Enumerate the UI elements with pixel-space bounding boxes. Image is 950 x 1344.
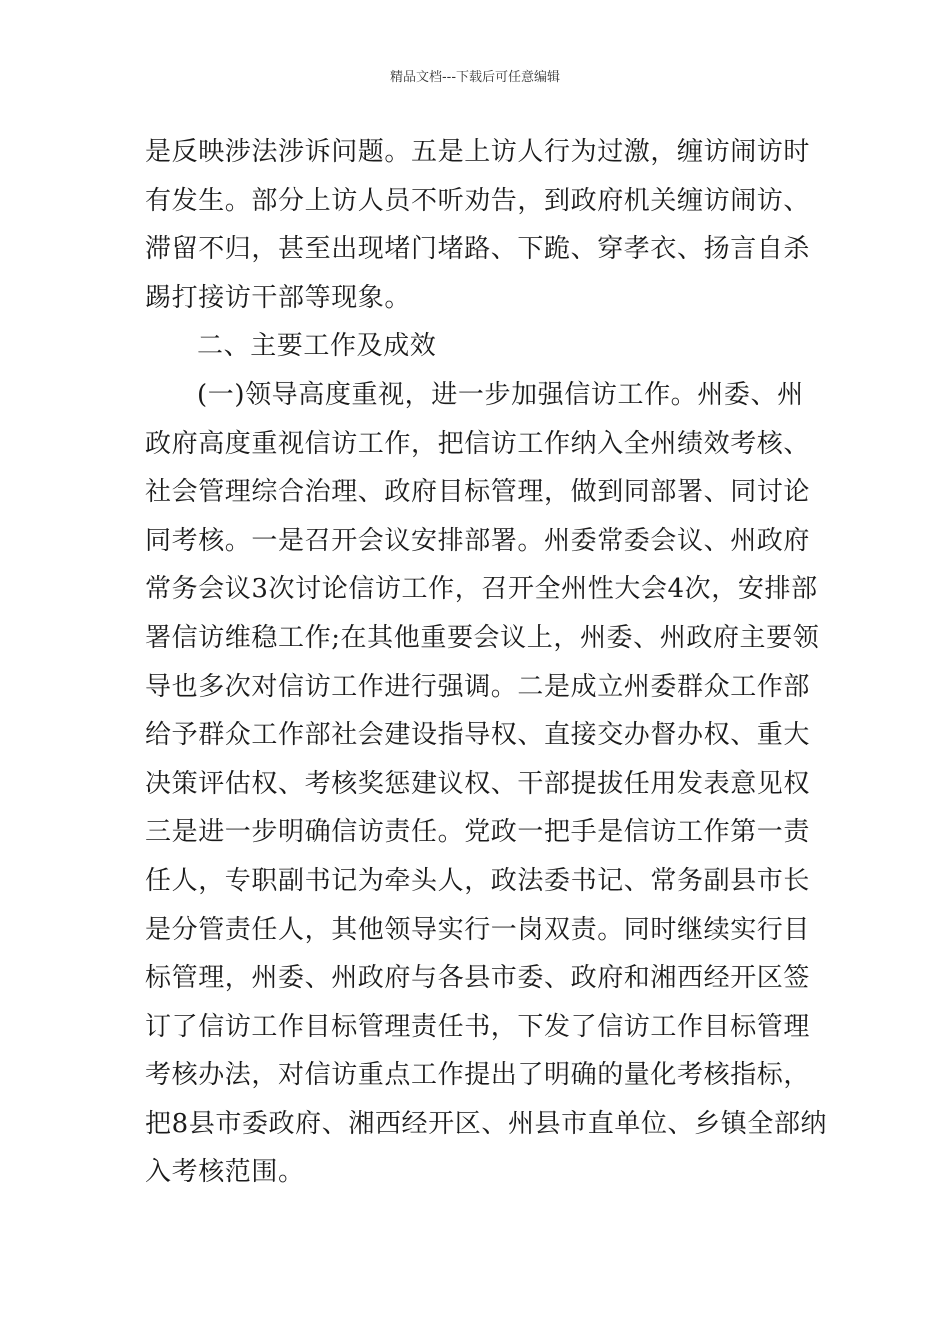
text-line: 政府高度重视信访工作，把信访工作纳入全州绩效考核、 (145, 428, 811, 459)
text-line: 考核办法，对信访重点工作提出了明确的量化考核指标， (145, 1060, 811, 1091)
text-line: 社会管理综合治理、政府目标管理，做到同部署、同讨论 (145, 477, 811, 508)
text-line: 有发生。部分上访人员不听劝告，到政府机关缠访闹访、 (145, 185, 811, 216)
text-line: 订了信访工作目标管理责任书，下发了信访工作目标管理 (145, 1011, 811, 1042)
text-line: 给予群众工作部社会建设指导权、直接交办督办权、重大 (145, 720, 811, 751)
text-line: 标管理，州委、州政府与各县市委、政府和湘西经开区签 (145, 963, 811, 994)
page-header: 精品文档---下载后可任意编辑 (389, 70, 561, 85)
text-line: 任人，专职副书记为牵头人，政法委书记、常务副县市长 (145, 865, 811, 896)
text-line: 常务会议3次讨论信访工作，召开全州性大会4次，安排部 (145, 574, 818, 605)
text-line: 把8县市委政府、湘西经开区、州县市直单位、乡镇全部纳 (145, 1108, 828, 1139)
text-line: 三是进一步明确信访责任。党政一把手是信访工作第一责 (145, 817, 811, 848)
paragraph-start: (一)领导高度重视，进一步加强信访工作。州委、州 (197, 379, 804, 410)
text-line: 入考核范围。 (145, 1157, 305, 1188)
text-line: 决策评估权、考核奖惩建议权、干部提拔任用发表意见权 (145, 768, 811, 799)
document-body (145, 128, 828, 1197)
text-line: 署信访维稳工作;在其他重要会议上，州委、州政府主要领 (145, 622, 820, 653)
text-line: 同考核。一是召开会议安排部署。州委常委会议、州政府 (145, 525, 811, 556)
text-line: 是反映涉法涉诉问题。五是上访人行为过激，缠访闹访时 (145, 137, 811, 167)
section-heading: 二、主要工作及成效 (197, 331, 437, 362)
text-line: 是分管责任人，其他领导实行一岗双责。同时继续实行目 (145, 914, 811, 945)
text-line: 踢打接访干部等现象。 (145, 282, 412, 313)
text-line: 滞留不归，甚至出现堵门堵路、下跪、穿孝衣、扬言自杀 (145, 234, 811, 265)
text-line: 导也多次对信访工作进行强调。二是成立州委群众工作部 (145, 671, 811, 702)
